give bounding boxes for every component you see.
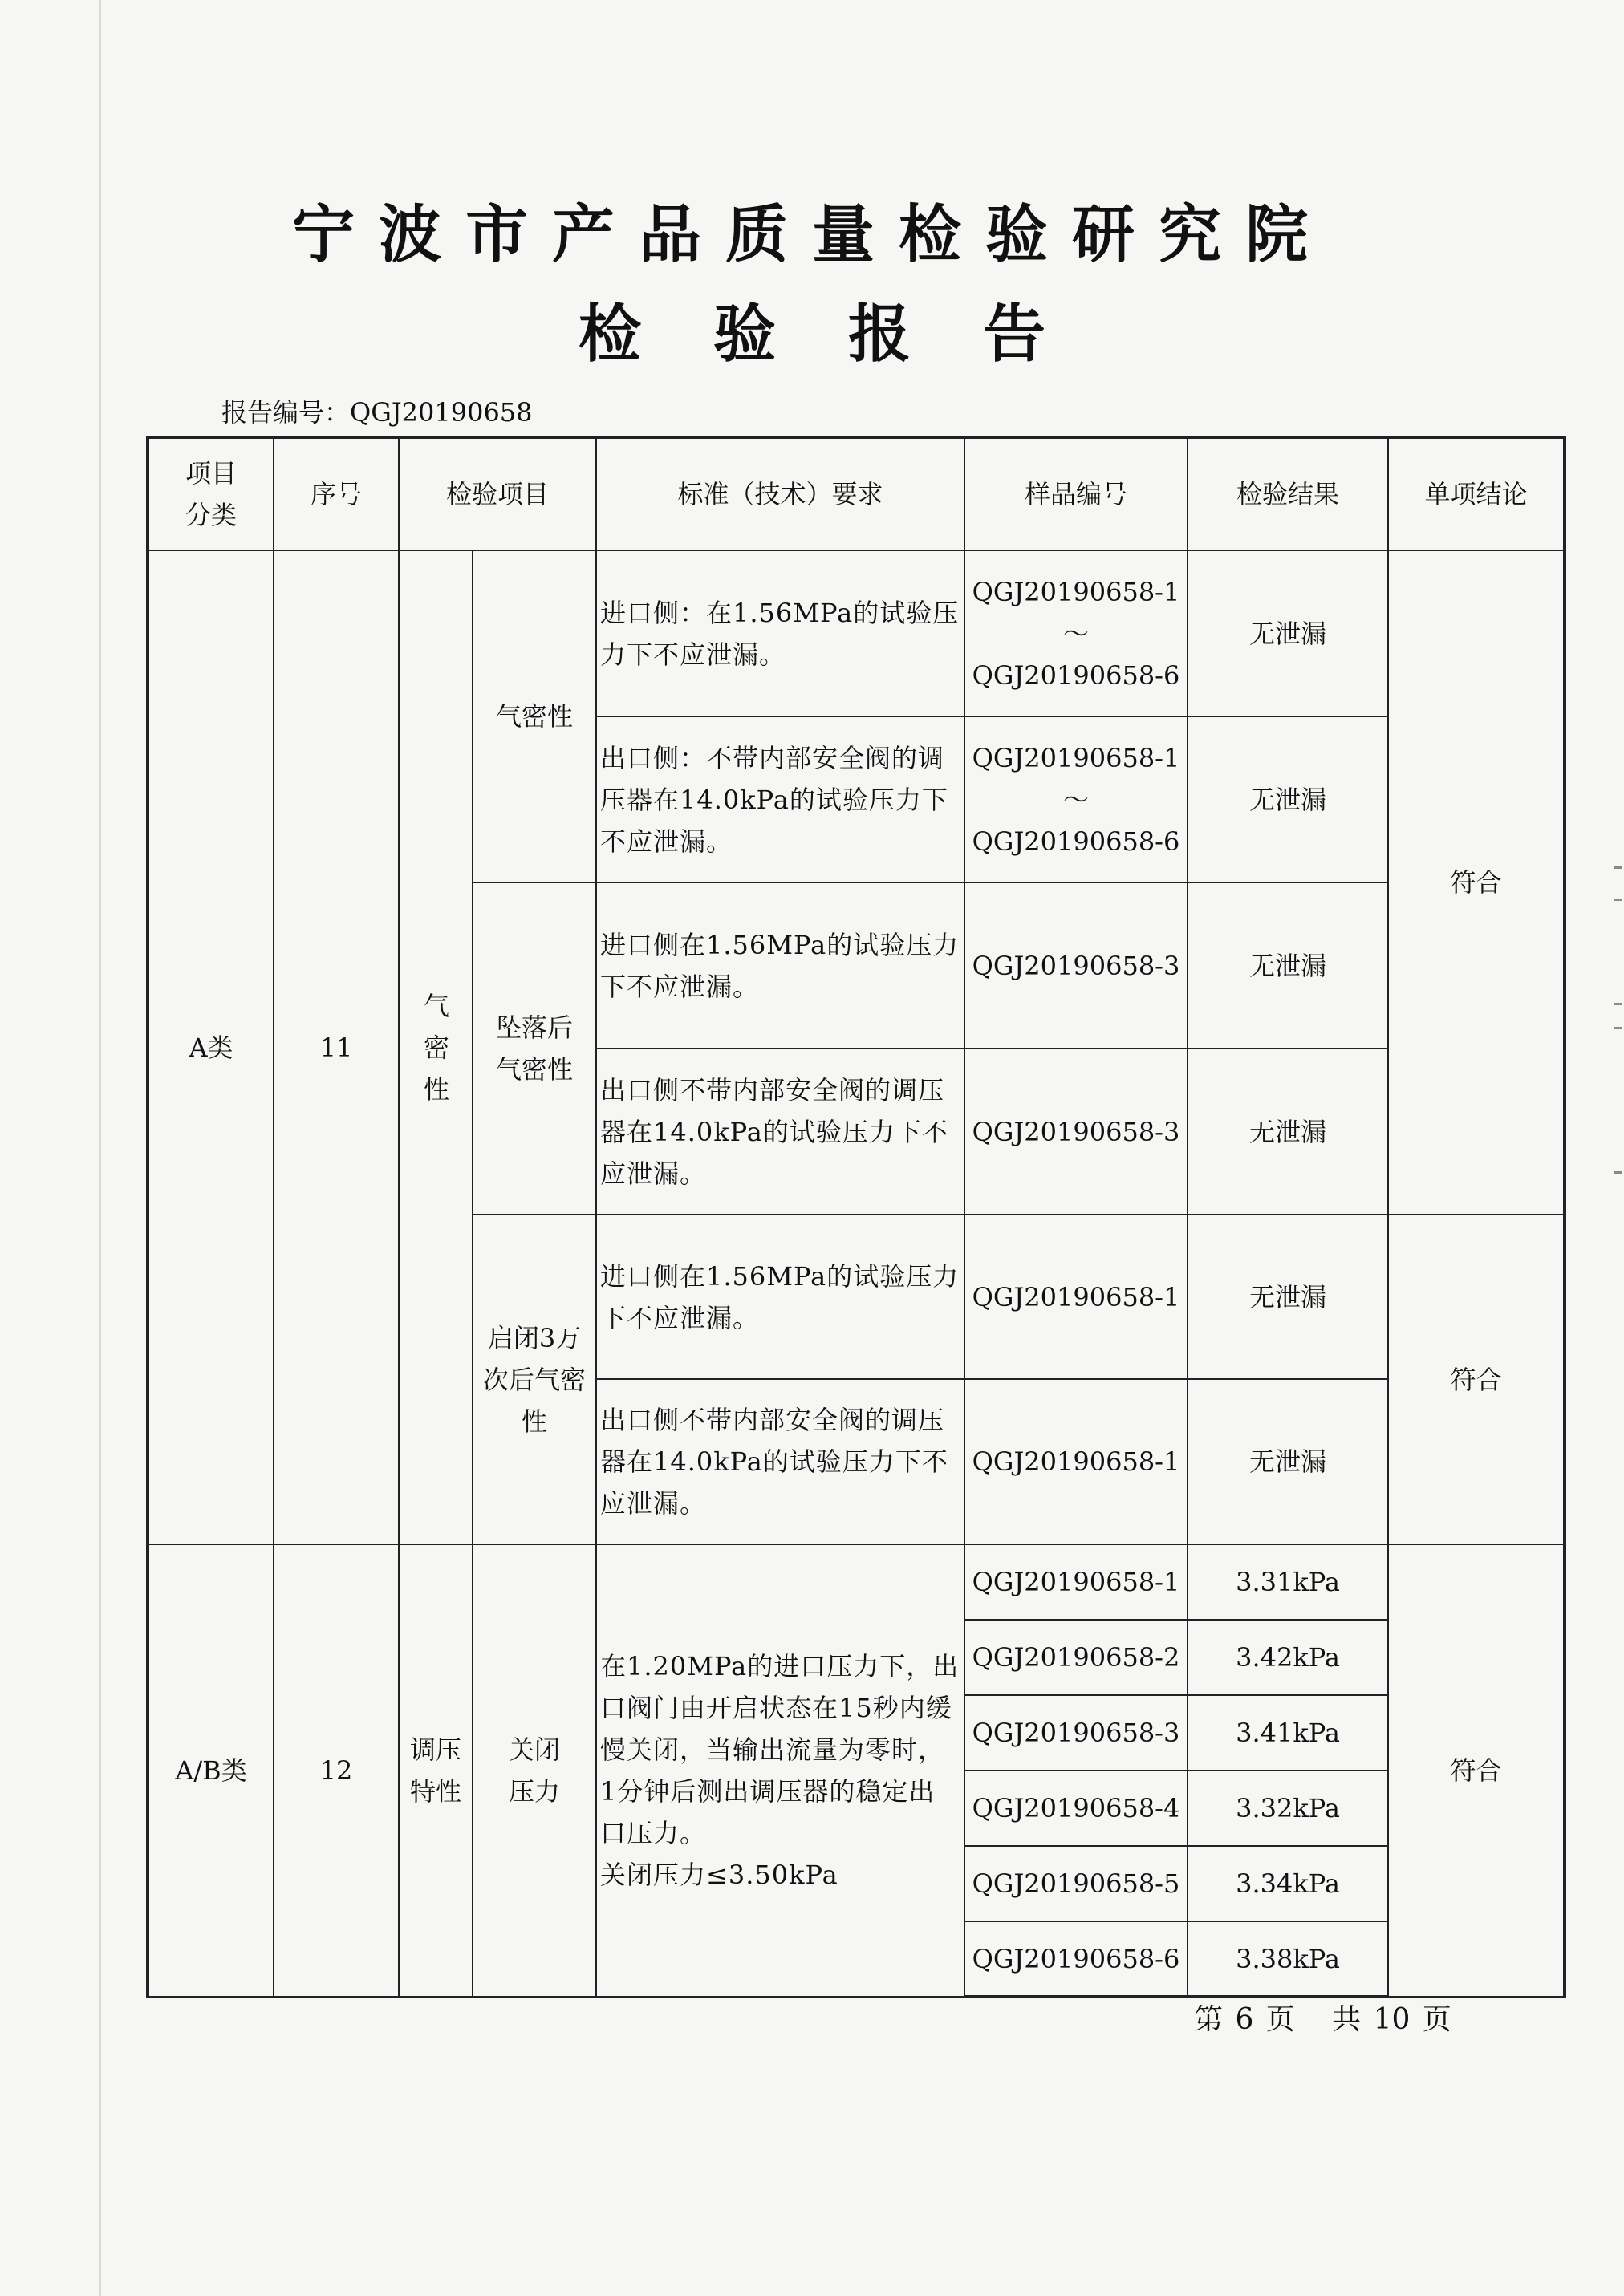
- report-number-label: 报告编号：: [221, 397, 351, 428]
- sample-cell: [964, 550, 1188, 716]
- standard-cell: 出口侧不带内部安全阀的调压器在14.0kPa的试验压力下不应泄漏。: [596, 1379, 964, 1544]
- result-cell: 无泄漏: [1188, 1379, 1388, 1544]
- subitem-cell: 气密性: [473, 550, 596, 882]
- table-row: [148, 1544, 1565, 1620]
- seq-cell: 12: [274, 1544, 399, 1997]
- result-cell: 3.38kPa: [1188, 1921, 1388, 1997]
- header-conclusion: 单项结论: [1388, 437, 1565, 550]
- result-cell: 无泄漏: [1188, 882, 1388, 1049]
- result-cell: 无泄漏: [1188, 1049, 1388, 1215]
- sample-range-from: QGJ20190658-1: [972, 742, 1180, 773]
- sample-cell: QGJ20190658-3: [964, 1695, 1188, 1771]
- subitem-cell: 关闭压力: [473, 1544, 596, 1997]
- header-seq: 序号: [274, 437, 399, 550]
- sample-range-to: QGJ20190658-6: [972, 659, 1180, 691]
- table-row: [148, 550, 1565, 716]
- result-cell: 无泄漏: [1188, 1215, 1388, 1379]
- sample-cell: QGJ20190658-1: [964, 1215, 1188, 1379]
- table-header-row: [148, 437, 1565, 550]
- item-cell: 调压特性: [399, 1544, 473, 1997]
- conclusion-cell: 符合: [1388, 1544, 1565, 1997]
- sample-range-separator: ～: [1063, 784, 1090, 815]
- result-cell: 3.32kPa: [1188, 1771, 1388, 1846]
- inspection-table: [146, 436, 1566, 1998]
- seq-cell: 11: [274, 550, 399, 1544]
- standard-cell: 进口侧：在1.56MPa的试验压力下不应泄漏。: [596, 550, 964, 716]
- subitem-cell: 启闭3万次后气密性: [473, 1215, 596, 1544]
- sample-cell: QGJ20190658-4: [964, 1771, 1188, 1846]
- standard-cell: 出口侧：不带内部安全阀的调压器在14.0kPa的试验压力下不应泄漏。: [596, 716, 964, 882]
- page-total: 共 10 页: [1332, 2003, 1451, 2036]
- sample-cell: QGJ20190658-1: [964, 1379, 1188, 1544]
- standard-cell: 进口侧在1.56MPa的试验压力下不应泄漏。: [596, 1215, 964, 1379]
- conclusion-cell: 符合: [1388, 1215, 1565, 1544]
- standard-cell: 出口侧不带内部安全阀的调压器在14.0kPa的试验压力下不应泄漏。: [596, 1049, 964, 1215]
- sample-cell: QGJ20190658-6: [964, 1921, 1188, 1997]
- sample-cell: QGJ20190658-1: [964, 1544, 1188, 1620]
- standard-cell: 进口侧在1.56MPa的试验压力下不应泄漏。: [596, 882, 964, 1049]
- standard-cell: [596, 1544, 964, 1997]
- header-result: 检验结果: [1188, 437, 1388, 550]
- sample-range-separator: ～: [1063, 618, 1090, 649]
- document-title: 检验报告: [578, 298, 1118, 371]
- result-cell: 3.34kPa: [1188, 1846, 1388, 1921]
- category-cell: A类: [148, 550, 274, 1544]
- sample-range-from: QGJ20190658-1: [972, 576, 1180, 607]
- header-sample: 样品编号: [964, 437, 1188, 550]
- sample-range-to: QGJ20190658-6: [972, 826, 1180, 857]
- header-category: 项目分类: [148, 437, 274, 550]
- report-number: [221, 396, 533, 428]
- result-cell: 无泄漏: [1188, 550, 1388, 716]
- category-cell: A/B类: [148, 1544, 274, 1997]
- result-cell: 3.41kPa: [1188, 1695, 1388, 1771]
- standard-text: 在1.20MPa的进口压力下，出口阀门由开启状态在15秒内缓慢关闭，当输出流量为零时，1分钟后测出调压器的稳定出口压力。: [600, 1651, 960, 1848]
- item-cell: 气密性: [399, 550, 473, 1544]
- sample-cell: QGJ20190658-3: [964, 882, 1188, 1049]
- report-number-value: QGJ20190658: [350, 397, 533, 428]
- conclusion-cell: 符合: [1388, 550, 1565, 1215]
- result-cell: 无泄漏: [1188, 716, 1388, 882]
- result-cell: 3.42kPa: [1188, 1620, 1388, 1695]
- sample-cell: QGJ20190658-3: [964, 1049, 1188, 1215]
- sample-cell: QGJ20190658-5: [964, 1846, 1188, 1921]
- institute-title: 宁波市产品质量检验研究院: [291, 199, 1332, 271]
- page-edge-marks: [1608, 866, 1624, 1203]
- subitem-cell: 坠落后气密性: [473, 882, 596, 1215]
- page-footer: [1194, 2002, 1451, 2038]
- standard-limit: 关闭压力≤3.50kPa: [600, 1860, 838, 1890]
- header-item: 检验项目: [399, 437, 596, 550]
- sample-cell: [964, 716, 1188, 882]
- result-cell: 3.31kPa: [1188, 1544, 1388, 1620]
- header-standard: 标准（技术）要求: [596, 437, 964, 550]
- page-number: 第 6 页: [1194, 2003, 1295, 2036]
- sample-cell: QGJ20190658-2: [964, 1620, 1188, 1695]
